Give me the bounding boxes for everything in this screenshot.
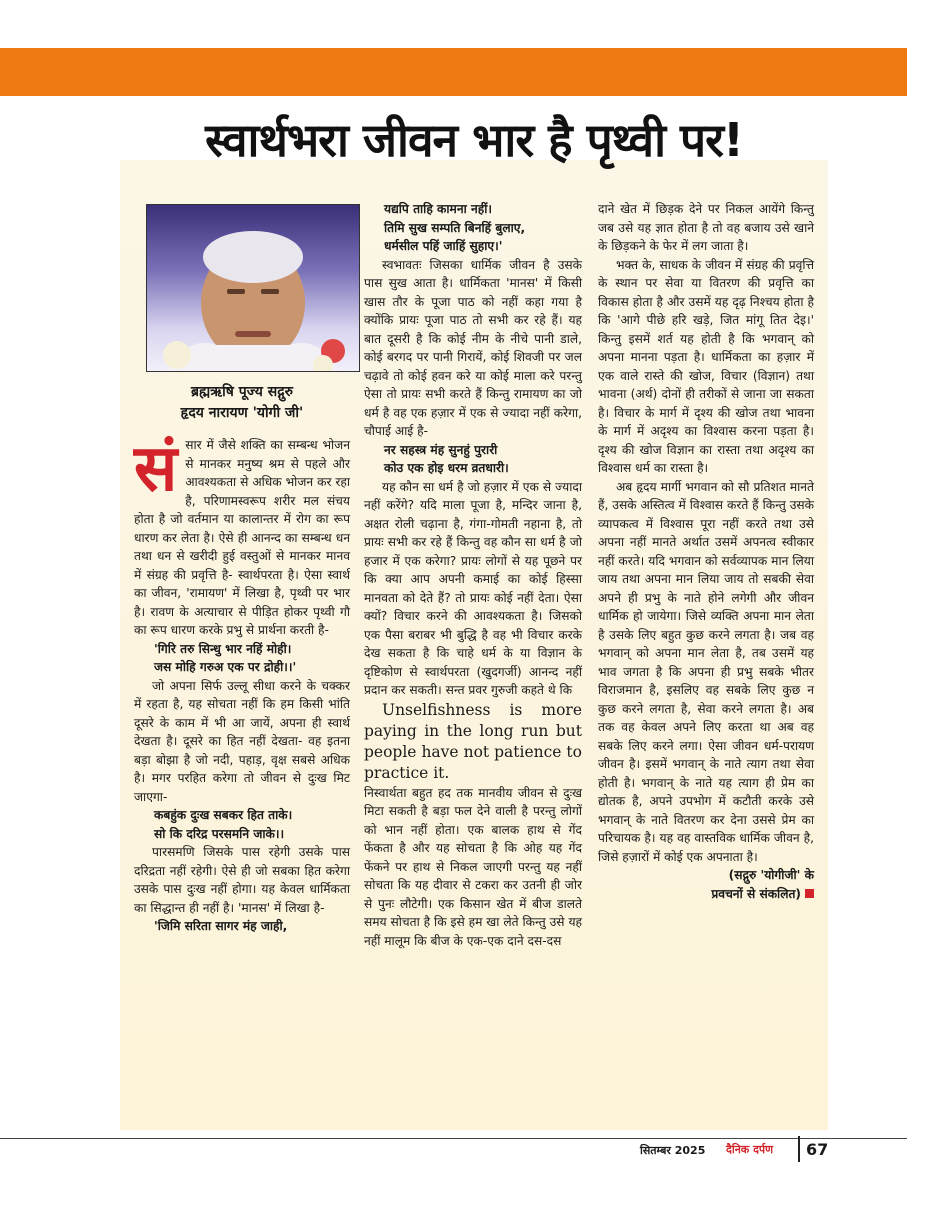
credit-line-2-text: प्रवचनों से संकलित) (711, 886, 801, 901)
caption-line-1: ब्रह्मऋषि पूज्य सद्गुरु (191, 384, 293, 400)
caption-line-2: हृदय नारायण 'योगी जी' (180, 405, 304, 421)
col2-para-3: निस्वार्थता बहुत हद तक मानवीय जीवन से दुःख मिटा सकती है बड़ा फल देने वाली है परन्तु लोगों को भान नहीं होता। एक बालक हाथ से गेंद फेंकता है और यह सोचता है कि ओह यह गेंद फेंकने पर हाथ से निकल जाएगी परन्तु यह नहीं सोचता कि यह दीवार से टकरा कर उतनी ही जोर से पुनः लौटेगी। एक किसान खेत में बीज डालते समय सोचता है कि इसे हम खा लेते किन्तु उसे यह नहीं मालूम कि बीज के एक-एक दाने दस-दस (364, 785, 582, 948)
footer-magazine-logo: दैनिक दर्पण (726, 1143, 774, 1156)
col2-verse-2b: कोउ एक होइ धरम व्रतधारी। (384, 461, 509, 475)
credit-line-1: (सद्गुरु 'योगीजी' के (728, 868, 814, 882)
column-2 (364, 200, 582, 950)
col1-verse-2b: सो कि दरिद्र परसमनि जाके।। (154, 826, 285, 841)
top-orange-band (0, 48, 907, 96)
column-1 (134, 200, 350, 936)
col1-para-3: पारसमणि जिसके पास रहेगी उसके पास दरिद्रता नहीं रहेगी। ऐसे ही जो सबका हित करेगा उसके पास दुःख नहीं होगा। यह केवल धार्मिकता का सिद्धान्त ही नहीं है। 'मानस' में लिखा है- (134, 845, 350, 915)
drop-cap: सं (134, 432, 178, 506)
portrait-illustration (147, 205, 359, 371)
col1-verse-2a: कबहुंक दुःख सबकर हित ताके। (154, 808, 293, 822)
article-headline: स्वार्थभरा जीवन भार है पृथ्वी पर! (205, 113, 743, 167)
col1-verse-1b: जस मोहि गरुअ एक पर द्रोही।।' (154, 660, 297, 674)
photo-caption (134, 382, 350, 424)
col2-para-1: स्वभावतः जिसका धार्मिक जीवन है उसके पास सुख आता है। धार्मिकता 'मानस' में किसी खास तौर के पूजा पाठ को नहीं कहा गया है क्योंकि प्रायः पूजा पाठ तो सभी कर रहे हैं। यह बात दूसरी है कि कोई नीम के नीचे पानी डाले, कोई बरगद पर पानी गिरायें, कोई शिवजी पर जल चढ़ावे तो कोई हवन करे या कोई माला करे परन्तु ऐसा तो प्रायः सभी करते हैं किन्तु रामायण का जो धर्म है वह एक हज़ार में एक से ज्यादा नहीं करेगा, चौपाई आई है- (364, 257, 582, 438)
col1-para-1-text: सार में जैसे शक्ति का सम्बन्ध भोजन से मानकर मनुष्य श्रम से पहले और आवश्यकता से अधिक भोजन कर रहा है, परिणामस्वरूप शरीर मल संचय होता है जो वर्तमान या कालान्तर में रोग का रूप धारण कर लेता है। ऐसे ही आनन्द का सम्बन्ध धन तथा धन से खरीदी हुई वस्तुओं से मानकर मानव में संग्रह की प्रवृत्ति है- स्वार्थपरता है। ऐसा स्वार्थ का जीवन, 'रामायण' में लिखा है, पृथ्वी पर भार है। रावण के अत्याचार से पीड़ित होकर पृथ्वी गौ का रूप धारण करके प्रभु से प्रार्थना करती है- (134, 438, 350, 637)
col1-para-2: जो अपना सिर्फ उल्लू सीधा करने के चक्कर में रहता है, यह सोचता नहीं कि हम किसी भांति दूसरे के काम में भी आ जायें, अपना ही स्वार्थ देखता है। दूसरे का हित नहीं देखता- वह इतना बड़ा बोझा है जो नदी, पहाड़, वृक्ष सबसे अधिक है। मगर परहित करेगा तो जीवन से दुःख मिट जाएगा- (134, 678, 350, 804)
footer-date: सितम्बर 2025 (640, 1144, 706, 1157)
col2-verse-b: तिमि सुख सम्पति बिनहिं बुलाए, (384, 220, 526, 235)
col2-para-2: यह कौन सा धर्म है जो हज़ार में एक से ज्यादा नहीं करेंगे? यदि माला पूजा है, मन्दिर जाना है, अक्षत रोली चढ़ाना है, गंगा-गोमती नहाना है, तो प्रायः सभी कर रहे हैं किन्तु वह कौन सा धर्म है जो हजार में एक करेगा? प्रायः लोगों से यह पूछने पर कि क्या आप अपनी कमाई का कोई हिस्सा मानवता को देते हैं? तो प्रायः कोई नहीं देता। ऐसा क्यों? विचार करने की आवश्यकता है। जिसको एक पैसा बराबर भी बुद्धि है वह भी विचार करके देख सकता है कि चाहे धर्म के या विज्ञान के दृष्टिकोण से स्वार्थपरता (खुदगर्जी) आनन्द नहीं प्रदान कर सकती। सन्त प्रवर गुरुजी कहते थे कि (364, 479, 582, 697)
page-number: 67 (806, 1140, 829, 1159)
col1-verse-3a: 'जिमि सरिता सागर मंह जाही, (154, 919, 288, 933)
credit-line-2 (598, 885, 814, 904)
column-3 (598, 200, 814, 903)
col2-verse-2a: नर सहस्त्र मंह सुनहुं पुरारी (384, 442, 498, 457)
english-quote: Unselfishness is more paying in the long run but people have not patience to practice it. (364, 700, 582, 782)
end-square-icon (805, 889, 814, 898)
col3-para-1: दाने खेत में छिड़क देने पर निकल आयेंगे किन्तु जब उसे यह ज्ञात होता है तो वह बजाय उसे खाने के छिड़कने के फेर में लग जाता है। (598, 202, 814, 253)
col3-para-2: भक्त के, साधक के जीवन में संग्रह की प्रवृत्ति के स्थान पर सेवा या वितरण की प्रवृत्ति का विकास होता है और उसमें यह दृढ़ निश्चय होता है कि 'आगे पीछे हरि खड़े, जित मांगू तित देइ।' किन्तु इसमें शर्त यह होती है कि भगवान् को अपना मानना पड़ता है। धार्मिकता का हज़ार में एक वाले रास्ते की खोज, विचार (विज्ञान) तथा भावना (अर्थ) दोनों ही तरीकों से जाना जा सकता है। विचार के मार्ग में दृश्य की खोज तथा भावना के मार्ग में अदृश्य का विश्वास करना पड़ता है। दृश्य की खोज विज्ञान का रास्ता तथा अदृश्य का विश्वास धर्म का रास्ता है। (598, 257, 814, 475)
author-photo (146, 204, 360, 372)
footer-separator (798, 1136, 800, 1162)
col3-para-3: अब हृदय मार्गी भगवान को सौ प्रतिशत मानते हैं, उसके अस्तित्व में विश्वास करते हैं किन्तु उसके व्यापकत्व में विश्वास पूरा नहीं करते तथा उसे अपना नहीं मानते अर्थात उसमें अपनत्व स्वीकार नहीं करते। यदि भगवान को सर्वव्यापक मान लिया जाय तथा अपना मान लिया जाय तो सबकी सेवा अपने ही प्रभु के नाते होने लगेगी और जीवन धार्मिक हो जायेगा। जिसे व्यक्ति अपना मान लेता है उसके लिए बहुत कुछ करने लगता है। जब वह भगवान् को अपना मान लेता है, तब उसमें यह भाव जगता है कि अपना ही प्रभु सबके भीतर विराजमान है, इसलिए वह सबके लिए कुछ न कुछ करने लगता है, सेवा करने लगता है। अब तक वह केवल अपने लिए करता था अब वह सबके लिए करने लगा। ऐसा जीवन धर्म-परायण जीवन है। इसमें भगवान् के नाते त्याग तथा सेवा होती है। भगवान् के नाते यह त्याग ही प्रेम का द्योतक है, अपने उपभोग में कटौती करके उसे भगवान् के नाते वितरण कर देना उससे प्रेम का परिचायक है। यह वह वास्तविक धार्मिक जीवन है, जिसे हज़ारों में कोई एक अपनाता है। (598, 479, 814, 864)
footer-rule (0, 1138, 907, 1139)
col2-verse-c: धर्मसील पहिं जाहिं सुहाए।' (384, 239, 503, 253)
col1-verse-1a: 'गिरि तरु सिन्धु भार नहिं मोही। (154, 641, 292, 656)
col1-para-1 (134, 432, 350, 640)
col2-verse-a: यद्यपि ताहि कामना नहीं। (384, 202, 493, 216)
